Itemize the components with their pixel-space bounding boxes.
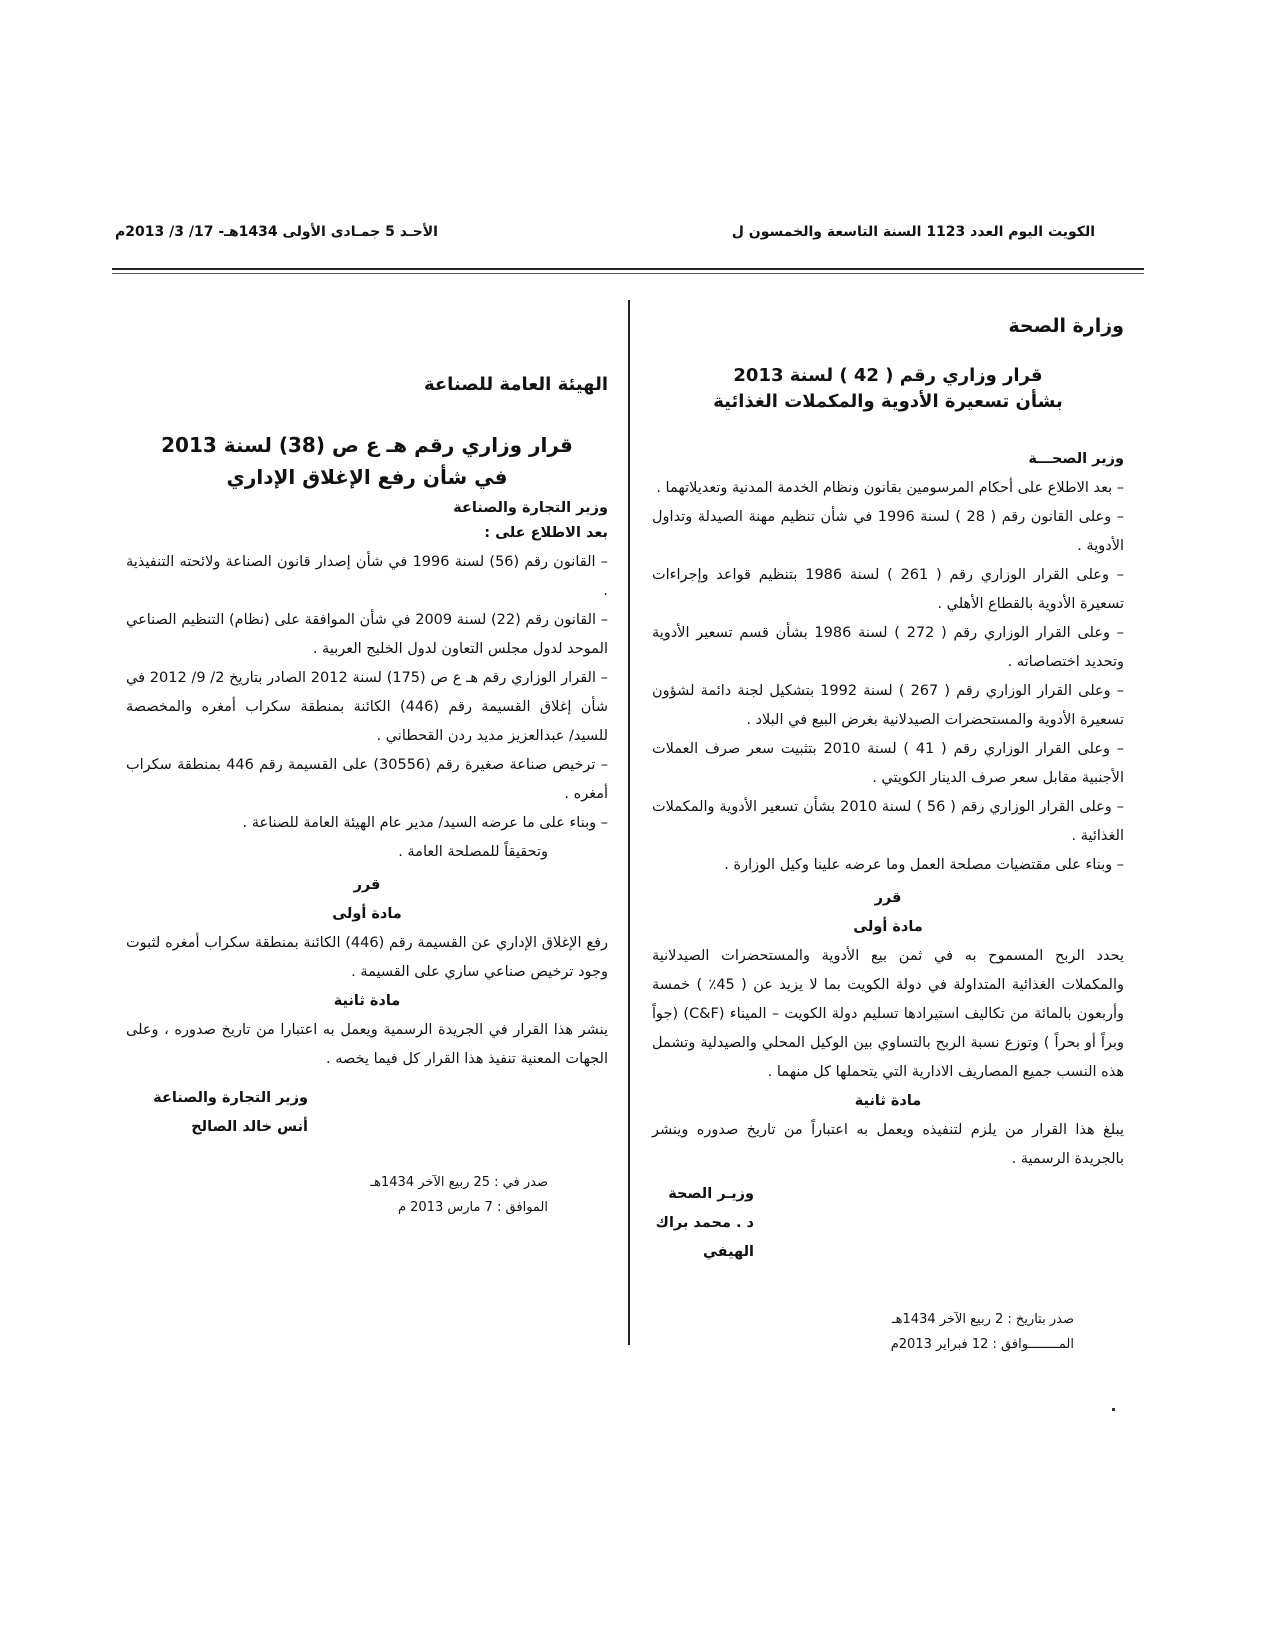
article2-title: مادة ثانية <box>333 993 401 1009</box>
article1-text: يحدد الربح المسموح به في ثمن بيع الأدوية والمستحضرات الصيدلانية والمكملات الغذائية المتداولة في دولة الكويت بما لا يزيد عن ( 45٪ ) خمسة وأربعون بالمائة من تكاليف استيرادها تسليم دولة الكويت – الميناء (C&F) (جواً وبراً أو بحراً ) وتوزع نسبة الربح بالتساوي بين الوكيل المحلي والصيدلية وتشمل هذه النسب جميع المصاريف الادارية التي يتحملها كل منهما . <box>652 948 1125 1080</box>
ministry-heading: وزارة الصحة <box>1008 315 1124 337</box>
article1-text: رفع الإغلاق الإداري عن القسيمة رقم (446) الكائنة بمنطقة سكراب أمغره لثبوت وجود ترخيص صناعي ساري على القسيمة . <box>126 935 609 980</box>
preamble-item: – وبناء على مقتضيات مصلحة العمل وما عرضه علينا وكيل الوزارة . <box>724 857 1124 873</box>
scan-speck <box>1112 1408 1115 1411</box>
article2-title: مادة ثانية <box>854 1093 922 1109</box>
article1-title: مادة أولى <box>332 906 402 922</box>
issued-date: صدر بتاريخ : 2 ربيع الآخر 1434هـ <box>891 1312 1074 1327</box>
issue-dates <box>126 1170 548 1220</box>
decree-title <box>126 429 608 493</box>
preamble-item: – وعلى القرار الوزاري رقم ( 272 ) لسنة 1986 بشأن قسم تسعير الأدوية وتحديد اختصاصاته . <box>652 625 1124 670</box>
preamble-item: – وعلى القانون رقم ( 28 ) لسنة 1996 في شأن تنظيم مهنة الصيدلة وتداول الأدوية . <box>652 509 1124 554</box>
issue-dates <box>652 1307 1074 1357</box>
article2-text: يبلغ هذا القرار من يلزم لتنفيذه ويعمل به اعتباراً من تاريخ صدوره وينشر بالجريدة الرسمية . <box>652 1122 1124 1167</box>
decided-heading: قرر <box>874 890 902 906</box>
signature-block <box>652 1180 754 1267</box>
preamble-item: – القرار الوزاري رقم هـ ع ص (175) لسنة 2012 الصادر بتاريخ 2/ 9/ 2012 في شأن إغلاق القسيمة رقم (446) الكائنة بمنطقة سكراب أمغره والمخصصة للسيد/ عبدالعزيز مديد ردن القحطاني . <box>126 670 608 744</box>
signatory-title: وزيـر الصحة <box>668 1186 754 1202</box>
signature-block <box>126 1084 308 1142</box>
decided-heading: قرر <box>353 877 381 893</box>
preamble-item: – وعلى القرار الوزاري رقم ( 261 ) لسنة 1986 بتنظيم قواعد وإجراءات تسعيرة الأدوية بالقطاع الأهلي . <box>652 567 1124 612</box>
article1-title: مادة أولى <box>853 919 923 935</box>
authority-heading: الهيئة العامة للصناعة <box>423 374 608 395</box>
decree-title-line1: قرار وزاري رقم ( 42 ) لسنة 2013 <box>733 365 1043 386</box>
decree-title-line2: في شأن رفع الإغلاق الإداري <box>226 465 508 489</box>
signatory-name: د . محمد براك الهيفي <box>655 1215 754 1260</box>
preamble-list <box>126 548 608 838</box>
header-rule-thin <box>112 273 1144 274</box>
industry-authority-column <box>126 370 608 1220</box>
preamble-item: – ترخيص صناعة صغيرة رقم (30556) على القسيمة رقم 446 بمنطقة سكراب أمغره . <box>126 757 608 802</box>
decree-title-line2: بشأن تسعيرة الأدوية والمكملات الغذائية <box>713 391 1063 412</box>
preamble-item: – وعلى القرار الوزاري رقم ( 267 ) لسنة 1992 بتشكيل لجنة دائمة لشؤون تسعيرة الأدوية والمستحضرات الصيدلانية بغرض البيع في البلاد . <box>652 683 1124 728</box>
article2-text: ينشر هذا القرار في الجريدة الرسمية ويعمل به اعتبارا من تاريخ صدوره ، وعلى الجهات المعنية تنفيذ هذا القرار كل فيما يخصه . <box>126 1022 608 1067</box>
preamble-item: – القانون رقم (22) لسنة 2009 في شأن الموافقة على (نظام) التنظيم الصناعي الموحد لدول مجلس التعاون لدول الخليج العربية . <box>126 612 608 657</box>
corresponding-date: المــــــــوافق : 12 فبراير 2013م <box>890 1337 1074 1352</box>
header-issue-info: الكويت اليوم العدد 1123 السنة التاسعة والخمسون ل <box>731 224 1095 240</box>
ministry-of-health-column <box>652 312 1124 1357</box>
decree-title-line1: قرار وزاري رقم هـ ع ص (38) لسنة 2013 <box>161 433 573 457</box>
preamble-item: – القانون رقم (56) لسنة 1996 في شأن إصدار قانون الصناعة ولائحته التنفيذية . <box>126 554 608 599</box>
corresponding-date: الموافق : 7 مارس 2013 م <box>397 1200 548 1215</box>
preamble-list <box>652 474 1124 880</box>
minister-heading: وزير الصحـــة <box>1028 451 1124 467</box>
signatory-title: وزير التجارة والصناعة <box>153 1090 308 1106</box>
header-date: الأحـد 5 جمـادى الأولى 1434هـ- 17/ 3/ 2013م <box>115 224 438 240</box>
preamble-item: – وعلى القرار الوزاري رقم ( 41 ) لسنة 2010 بتثبيت سعر صرف العملات الأجنبية مقابل سعر صرف الدينار الكويتي . <box>652 741 1124 786</box>
minister-heading: وزير التجارة والصناعة <box>453 500 608 516</box>
preamble-item: – بعد الاطلاع على أحكام المرسومين بقانون ونظام الخدمة المدنية وتعديلاتهما . <box>656 480 1124 496</box>
preamble-item: – وعلى القرار الوزاري رقم ( 56 ) لسنة 2010 بشأن تسعير الأدوية والمكملات الغذائية . <box>652 799 1124 844</box>
decree-title <box>652 363 1124 415</box>
header-rule <box>112 268 1144 270</box>
issued-date: صدر في : 25 ربيع الآخر 1434هـ <box>370 1175 548 1190</box>
preamble-item: – وبناء على ما عرضه السيد/ مدير عام الهيئة العامة للصناعة . <box>242 815 608 831</box>
public-interest-line: وتحقيقاً للمصلحة العامة . <box>398 844 548 860</box>
column-divider <box>628 300 630 1345</box>
signatory-name: أنس خالد الصالح <box>191 1119 308 1135</box>
after-review-heading: بعد الاطلاع على : <box>484 525 608 541</box>
